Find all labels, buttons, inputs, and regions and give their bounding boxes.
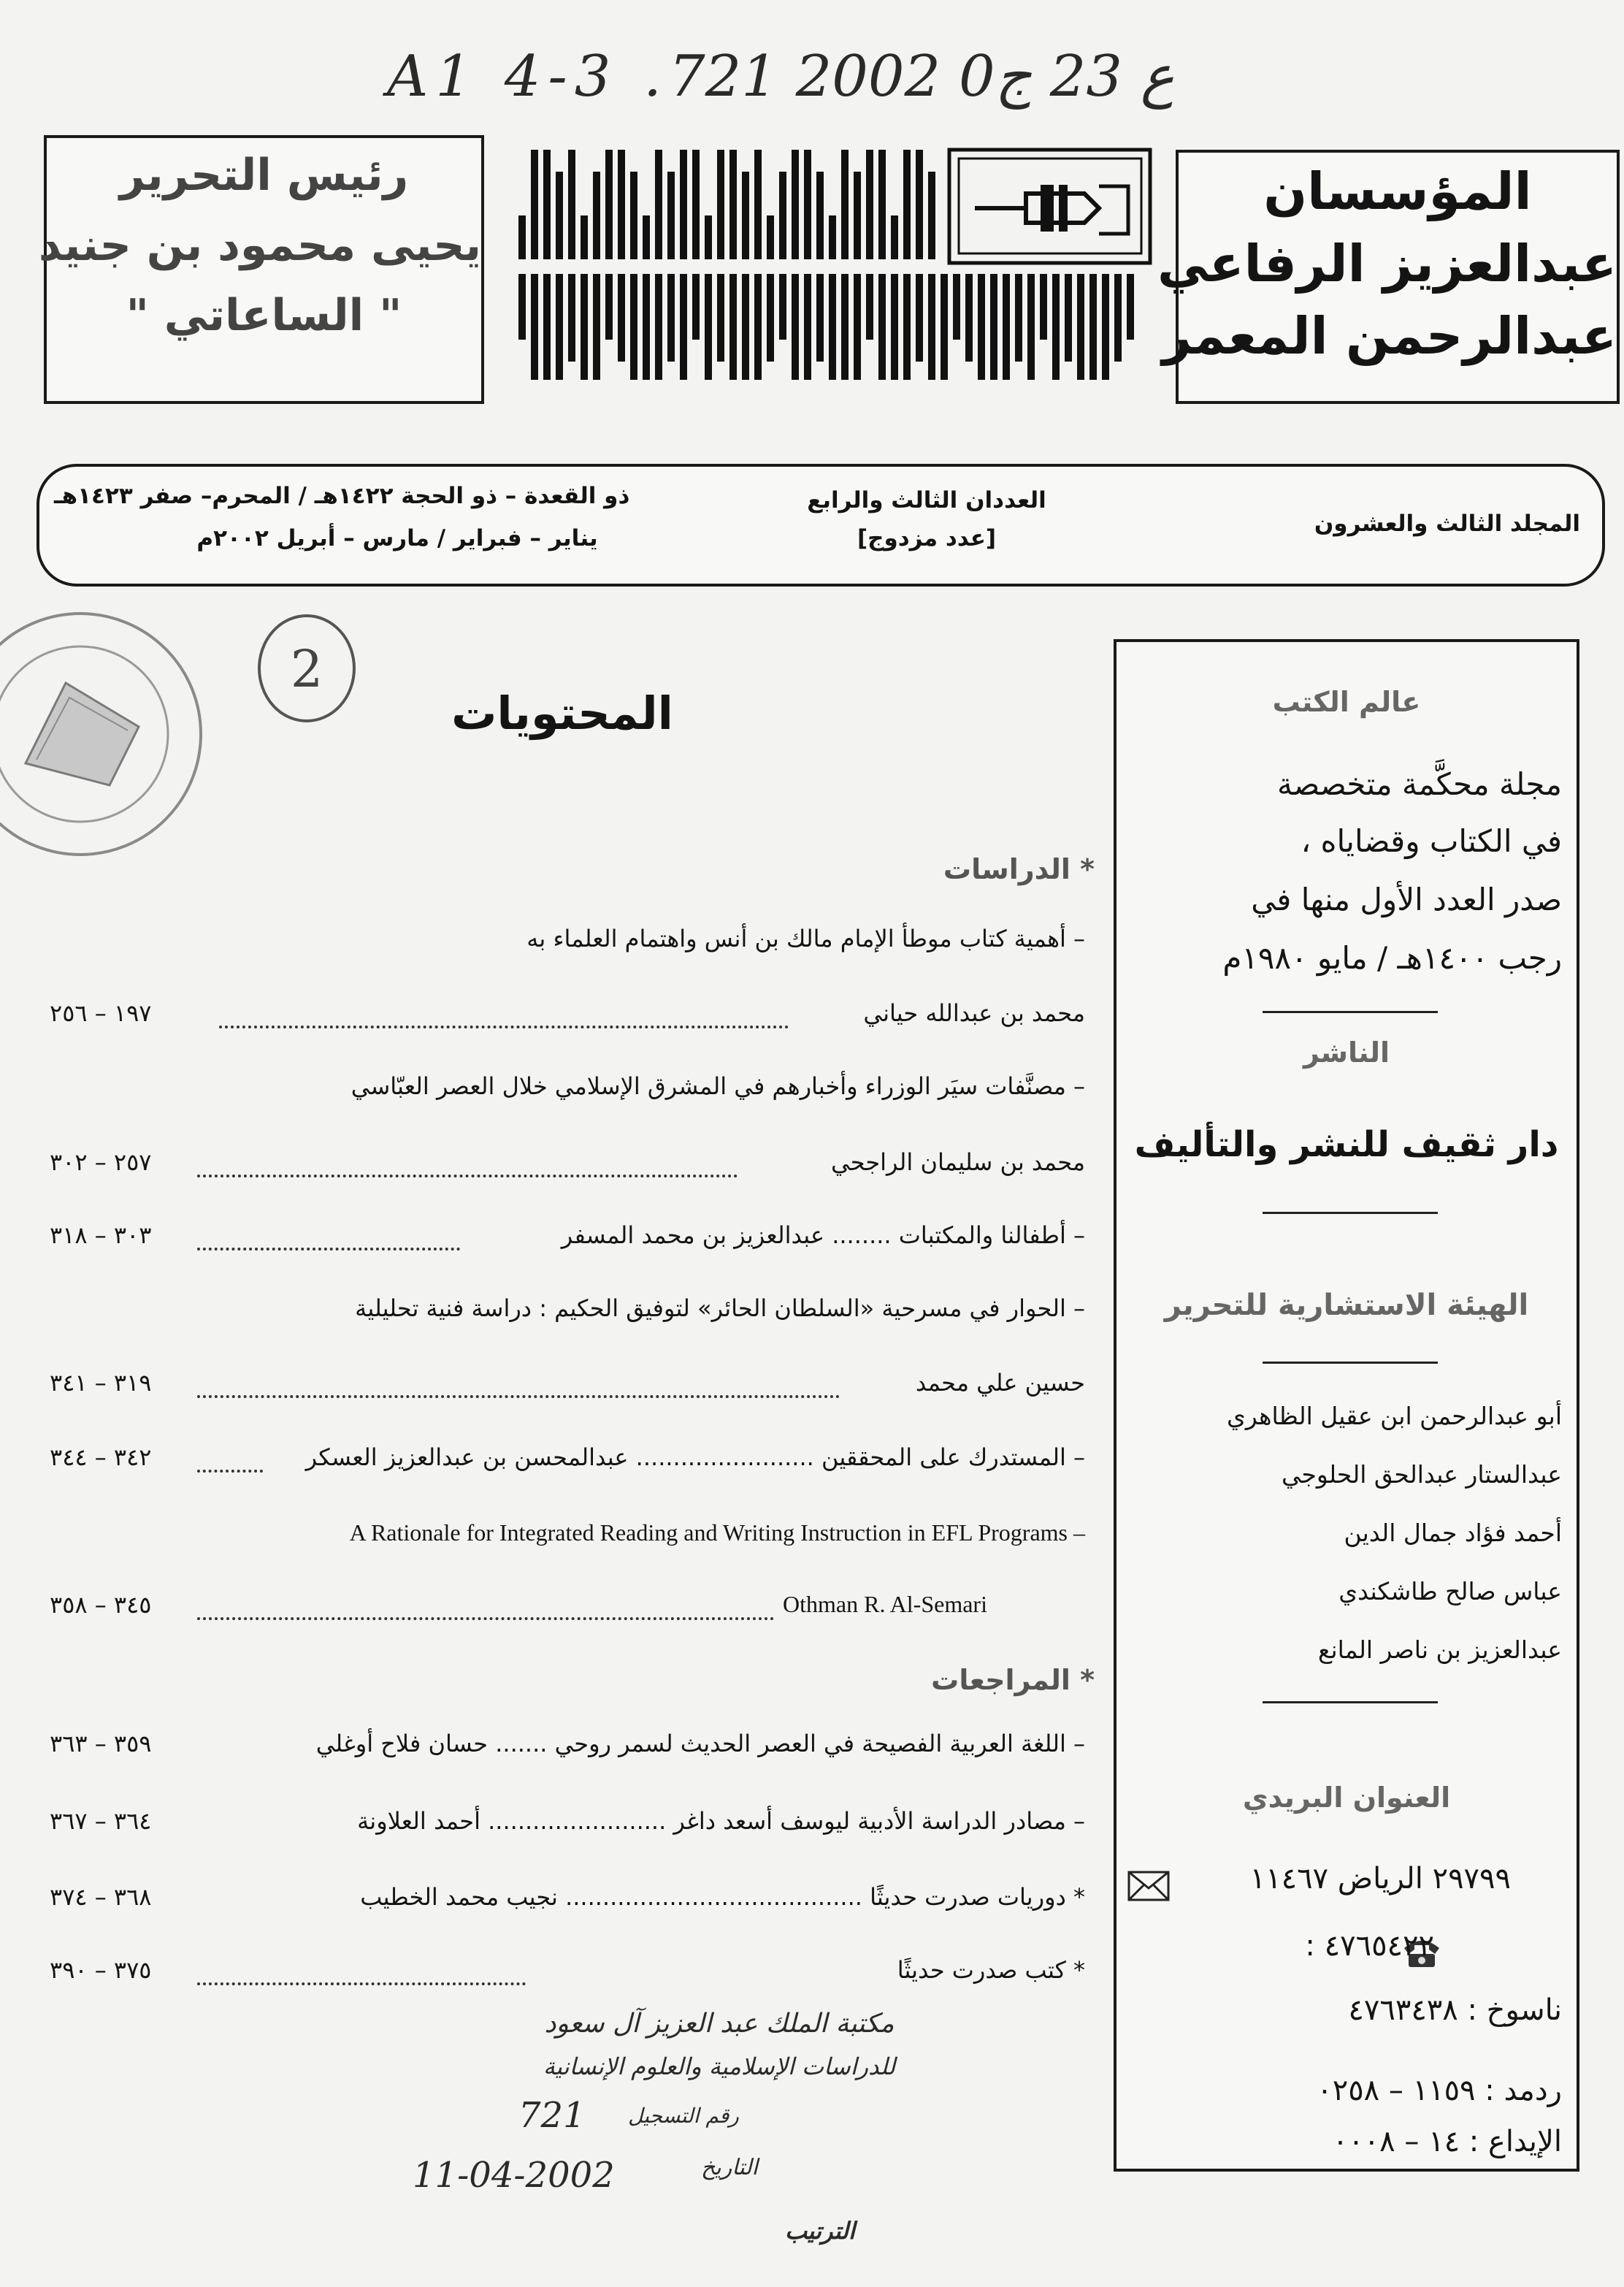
logo-stripe <box>581 215 588 259</box>
founders-box <box>1157 150 1620 404</box>
logo-stripe <box>531 150 538 259</box>
logo-stripe <box>518 215 526 259</box>
divider <box>1263 1362 1438 1364</box>
registration-date: 11-04-2002 <box>413 2155 615 2196</box>
toc-entry-title: – المستدرك على المحققين ........................ عبدالمحسن بن عبدالعزيز العسكر <box>305 1443 1085 1471</box>
logo-stripe <box>990 274 997 380</box>
logo-stripe <box>1052 274 1060 380</box>
board-member: عبدالعزيز بن ناصر المانع <box>1317 1635 1562 1664</box>
logo-stripe <box>941 274 948 380</box>
toc-entry-pages: ٣٤٥ – ٣٥٨ <box>50 1591 152 1619</box>
logo-stripe <box>854 274 861 380</box>
toc-entry-pages: ٣١٩ – ٣٤١ <box>50 1369 152 1397</box>
toc-entry-title: – أهمية كتاب موطأ الإمام مالك بن أنس واهتمام العلماء به <box>526 925 1085 952</box>
logo-stripe <box>1027 274 1035 380</box>
logo-stripe <box>767 274 774 362</box>
logo-stripe <box>891 215 898 259</box>
logo-stripe <box>568 150 575 259</box>
hijri-dates: ذو القعدة – ذو الحجة ١٤٢٢هـ / المحرم– صفر ١٤٢٣هـ <box>54 483 630 509</box>
logo-stripe <box>717 274 724 362</box>
magazine-info-sidebar <box>1114 639 1579 2172</box>
logo-stripe <box>792 274 799 380</box>
toc-entry-title: A Rationale for Integrated Reading and Writing Instruction in EFL Programs – <box>349 1519 1085 1546</box>
logo-stripe <box>630 274 637 380</box>
magazine-logo <box>515 142 1157 391</box>
contents-title: المحتويات <box>451 687 673 740</box>
logo-stripe <box>618 150 625 259</box>
logo-stripe <box>829 274 836 380</box>
logo-stripe <box>667 172 675 259</box>
toc-leader-dots <box>197 1982 526 1985</box>
divider <box>1263 1701 1438 1703</box>
toc-leader-dots <box>197 1617 774 1620</box>
toc-review-title: – مصادر الدراسة الأدبية ليوسف أسعد داغر ........................ أحمد العلاونة <box>357 1807 1085 1835</box>
registration-stamp-line-1: مكتبة الملك عبد العزيز آل سعود <box>544 2009 895 2039</box>
logo-stripe <box>1127 274 1134 340</box>
logo-stripe <box>667 274 675 362</box>
logo-stripe <box>717 150 724 259</box>
toc-review-title: – اللغة العربية الفصيحة في العصر الحديث لسمر روحي ....... حسان فلاح أوغلي <box>315 1730 1085 1757</box>
board-member: عباس صالح طاشكندي <box>1338 1577 1562 1606</box>
logo-stripe <box>1102 274 1109 380</box>
logo-stripe <box>593 274 600 380</box>
toc-leader-dots <box>219 1026 789 1028</box>
divider <box>1263 1011 1438 1013</box>
logo-stripe <box>891 274 898 380</box>
editor-name: يحيى محمود بن جنيد <box>38 220 481 271</box>
logo-stripe <box>816 172 824 259</box>
logo-stripe <box>829 215 836 259</box>
studies-heading: * الدراسات <box>943 853 1095 885</box>
logo-stripe <box>841 274 849 380</box>
toc-leader-dots <box>197 1248 460 1251</box>
logo-stripe <box>1089 274 1097 380</box>
logo-stripe <box>754 274 762 380</box>
logo-stripe <box>1040 274 1047 340</box>
logo-stripe <box>916 274 923 362</box>
fax-number: ناسوخ : ٤٧٦٣٤٣٨ <box>1348 1993 1562 2027</box>
divider <box>1263 1212 1438 1214</box>
publisher-name: دار ثقيف للنشر والتأليف <box>1134 1124 1559 1165</box>
double-issue-label: [عدد مزدوج] <box>857 525 997 551</box>
registration-date-label: التاريخ <box>701 2155 758 2180</box>
logo-stripe <box>643 215 650 259</box>
sidebar-desc-line: رجب ١٤٠٠هـ / مايو ١٩٨٠م <box>1222 940 1562 976</box>
logo-stripe <box>742 274 749 380</box>
volume-label: المجلد الثالث والعشرون <box>1314 511 1580 537</box>
logo-stripe <box>593 172 600 259</box>
sidebar-desc-line: صدر العدد الأول منها في <box>1251 882 1562 917</box>
toc-leader-dots <box>197 1175 738 1177</box>
logo-stripe <box>680 150 687 259</box>
founders-label: المؤسسان <box>1263 161 1532 221</box>
circled-number: 2 <box>290 639 323 699</box>
board-member: أبو عبدالرحمن ابن عقيل الظاهري <box>1227 1402 1562 1430</box>
logo-stripe <box>878 150 886 259</box>
reviews-heading: * المراجعات <box>931 1664 1095 1696</box>
toc-leader-dots <box>197 1395 840 1398</box>
logo-stripe <box>965 274 973 362</box>
logo-stripe <box>705 274 712 380</box>
logo-stripe <box>556 172 563 259</box>
toc-entry-title: – الحوار في مسرحية «السلطان الحائر» لتوفيق الحكيم : دراسة فنية تحليلية <box>355 1294 1085 1322</box>
logo-stripe <box>928 274 935 380</box>
logo-stripe <box>581 274 588 380</box>
toc-entry-pages: ١٩٧ – ٢٥٦ <box>50 999 152 1027</box>
toc-periodicals: * دوريات صدرت حديثًا ........................................ نجيب محمد الخطيب <box>360 1883 1085 1911</box>
logo-stripe <box>518 274 526 340</box>
toc-entry-pages: ٣٠٣ – ٣١٨ <box>50 1221 152 1249</box>
logo-stripe <box>605 274 613 340</box>
toc-entry-author: Othman R. Al-Semari <box>783 1591 987 1617</box>
logo-stripe <box>1015 274 1022 362</box>
logo-stripe <box>779 172 786 259</box>
editor-label: رئيس التحرير <box>119 150 409 201</box>
logo-stripe <box>903 150 911 259</box>
logo-stripe <box>866 274 873 340</box>
logo-stripe <box>531 274 538 380</box>
sidebar-desc-line: مجلة محكَّمة متخصصة <box>1277 766 1562 802</box>
logo-stripe <box>618 274 625 362</box>
issue-info-band <box>37 464 1605 587</box>
logo-stripe <box>841 150 849 259</box>
logo-stripe <box>543 274 551 380</box>
logo-stripe <box>978 274 985 380</box>
logo-stripe <box>692 274 700 340</box>
toc-new-books-pages: ٣٧٥ – ٣٩٠ <box>50 1956 152 1984</box>
logo-stripe <box>767 215 774 259</box>
toc-entry-author: حسين علي محمد <box>915 1369 1085 1397</box>
toc-entry-author: محمد بن عبدالله حياني <box>863 999 1085 1027</box>
logo-stripe <box>1114 274 1122 362</box>
sidebar-heading-alam: عالم الكتب <box>1272 686 1421 718</box>
logo-stripe <box>878 274 886 380</box>
logo-stripe <box>729 274 737 380</box>
logo-stripe <box>630 172 637 259</box>
logo-stripe <box>792 150 799 259</box>
toc-periodicals-pages: ٣٦٨ – ٣٧٤ <box>50 1883 152 1911</box>
logo-stripe <box>754 150 762 259</box>
registration-number-label: رقم التسجيل <box>628 2104 739 2128</box>
founder-1: عبدالعزيز الرفاعي <box>1157 234 1617 294</box>
logo-stripe <box>543 150 551 259</box>
logo-stripe <box>655 150 662 259</box>
circled-number-stamp <box>252 610 361 727</box>
logo-stripe <box>804 274 811 380</box>
advisory-board-heading: الهيئة الاستشارية للتحرير <box>1164 1288 1529 1322</box>
toc-entry-title: – أطفالنا والمكتبات ........ عبدالعزيز بن محمد المسفر <box>561 1221 1085 1249</box>
publisher-heading: الناشر <box>1303 1036 1390 1069</box>
logo-stripe <box>953 274 960 340</box>
board-member: أحمد فؤاد جمال الدين <box>1344 1519 1562 1547</box>
toc-entry-pages: ٢٥٧ – ٣٠٢ <box>50 1148 152 1176</box>
envelope-icon <box>1127 1871 1170 1901</box>
toc-review-pages: ٣٥٩ – ٣٦٣ <box>50 1730 152 1757</box>
logo-stripe <box>705 215 712 259</box>
logo-stripe <box>866 150 873 259</box>
logo-stripe <box>643 274 650 380</box>
toc-entry-author: محمد بن سليمان الراجحي <box>831 1148 1085 1176</box>
editor-nickname: " الساعاتي " <box>126 290 402 341</box>
library-seal-stamp <box>0 603 219 866</box>
logo-stripe <box>655 274 662 380</box>
sidebar-desc-line: في الكتاب وقضاياه ، <box>1301 823 1562 859</box>
logo-stripe <box>556 274 563 380</box>
logo-stripe <box>854 172 861 259</box>
logo-stripe <box>568 274 575 362</box>
logo-stripe <box>605 150 613 259</box>
legal-deposit: الإيداع : ١٤ – ٠٠٠٨ <box>1332 2125 1562 2158</box>
toc-entry-title: – مصنَّفات سيَر الوزراء وأخبارهم في المشرق الإسلامي خلال العصر العبّاسي <box>351 1072 1085 1100</box>
handwritten-reference: A1 4-3 .ع 23 ج0 2002 721 <box>387 44 1175 110</box>
registration-stamp-line-2: للدراسات الإسلامية والعلوم الإنسانية <box>543 2053 896 2080</box>
logo-stripe <box>916 150 923 259</box>
logo-stripe <box>1077 274 1084 380</box>
toc-review-pages: ٣٦٤ – ٣٦٧ <box>50 1807 152 1835</box>
hand-book-emblem-icon <box>949 150 1150 263</box>
logo-stripe <box>692 150 700 259</box>
logo-stripe <box>903 274 911 380</box>
logo-stripe <box>804 150 811 259</box>
editor-in-chief-box <box>38 135 484 404</box>
logo-stripe <box>1065 274 1072 362</box>
founder-2: عبدالرحمن المعمر <box>1162 306 1617 366</box>
phone-number: ٤٧٦٥٤٢٢ : <box>1305 1929 1434 1963</box>
issn: ردمد : ١١٥٩ – ٠٢٥٨ <box>1317 2074 1562 2107</box>
logo-stripe <box>729 150 737 259</box>
registration-number: 721 <box>518 2095 586 2136</box>
po-box: ٢٩٧٩٩ الرياض ١١٤٦٧ <box>1249 1862 1511 1895</box>
issues-label: العددان الثالث والرابع <box>807 487 1046 513</box>
logo-stripe <box>1003 274 1010 380</box>
logo-stripe <box>680 274 687 380</box>
logo-stripe <box>779 274 786 340</box>
toc-new-books: * كتب صدرت حديثًا <box>897 1956 1085 1984</box>
logo-stripe <box>742 172 749 259</box>
board-member: عبدالستار عبدالحق الحلوجي <box>1282 1460 1562 1489</box>
toc-leader-dots <box>197 1470 263 1473</box>
gregorian-dates: يناير – فبراير / مارس – أبريل ٢٠٠٢م <box>196 525 598 551</box>
order-label: الترتيب <box>785 2217 855 2245</box>
logo-stripe <box>816 274 824 362</box>
postal-address-heading: العنوان البريدي <box>1242 1782 1451 1814</box>
toc-entry-pages: ٣٤٢ – ٣٤٤ <box>50 1443 152 1471</box>
logo-stripe <box>928 172 935 259</box>
